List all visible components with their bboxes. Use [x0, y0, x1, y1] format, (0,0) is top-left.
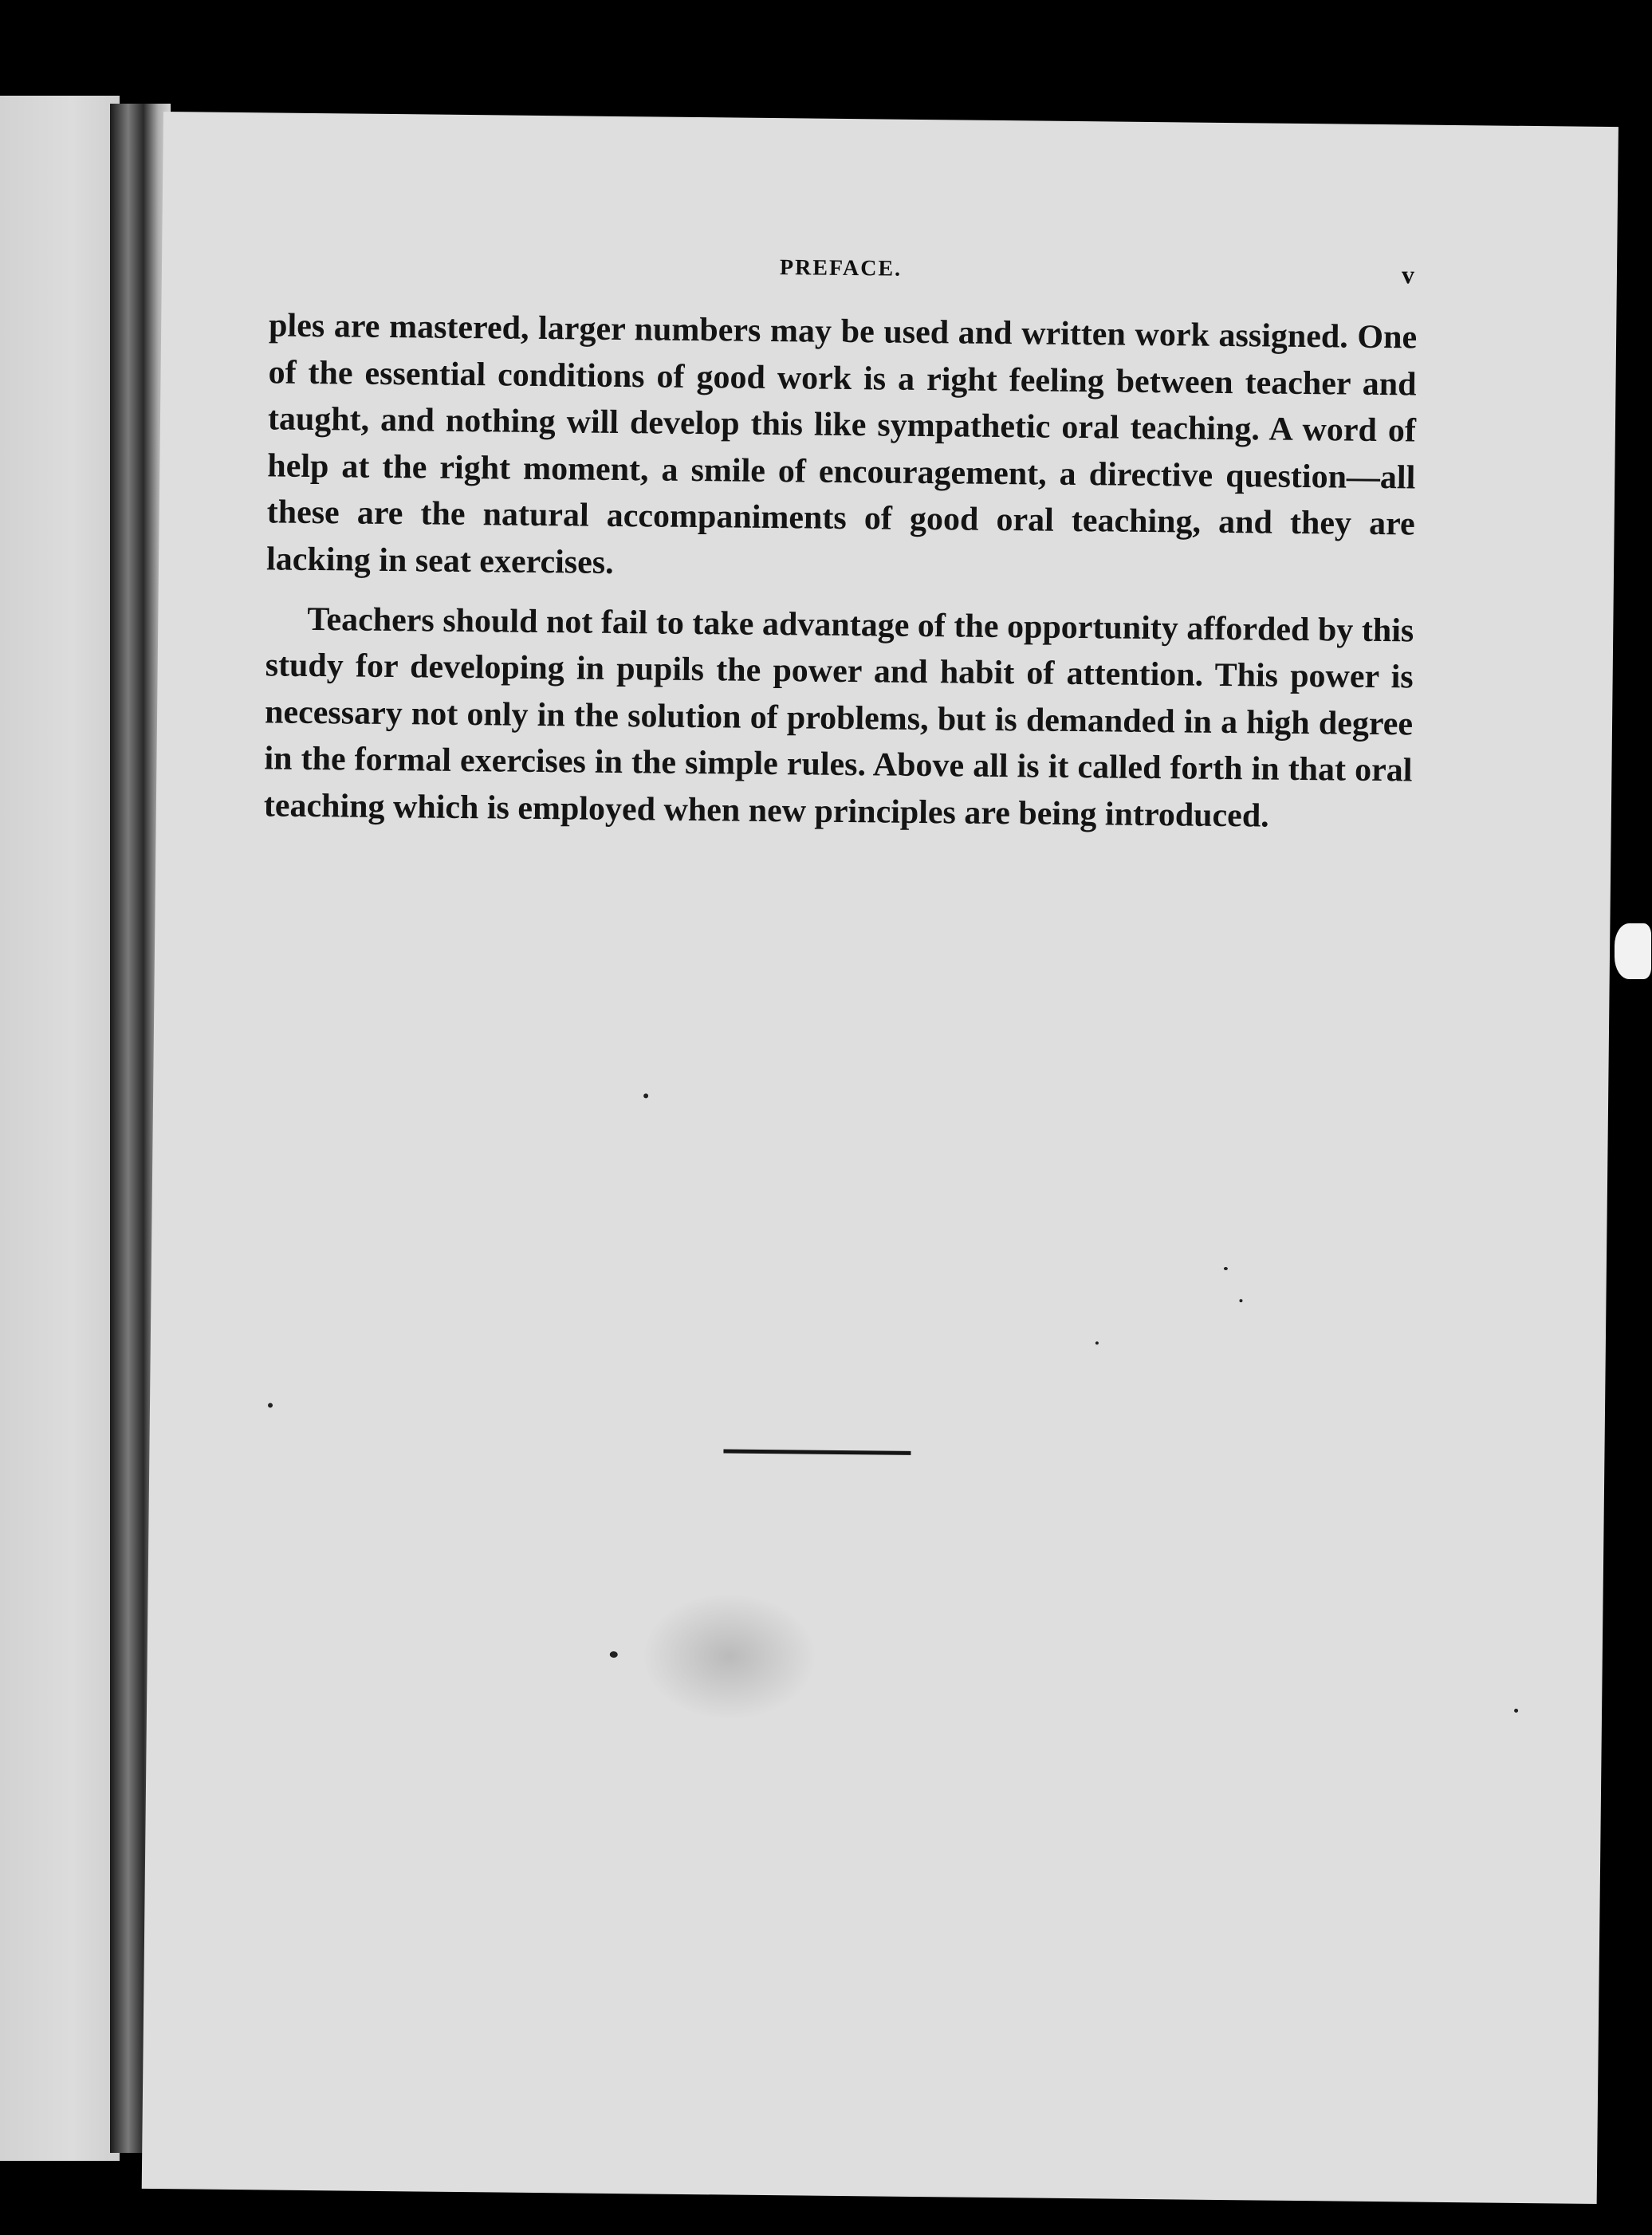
scan-edge-blot: [1615, 923, 1651, 979]
dust-speck: [1224, 1267, 1228, 1270]
dust-speck: [610, 1651, 618, 1658]
paragraph: ples are mastered, larger numbers may be used and written work assigned. One of the essential conditions of good work is a right feeling between teacher and taught, and nothing will develop this like sympathetic oral teaching. A word of help at the right moment, a smile of encouragement, a directive question—all these are the natural accompaniments of good oral teaching, and they are lacking in seat exercises.: [266, 307, 1418, 581]
book-page: [142, 112, 1619, 2204]
facing-page-edge: [0, 96, 120, 2161]
body-text: [264, 302, 1418, 841]
running-head: PREFACE.: [779, 255, 903, 281]
page-header: [162, 249, 1617, 289]
paragraph: Teachers should not fail to take advantage of the opportunity afforded by this study for developing in pupils the power and habit of attention. This power is necessary not only in the solution of problems, but is demanded in a high degree in the formal exercises in the simple rules. Above all is it called forth in that oral teaching which is employed when new principles are being introduced.: [263, 600, 1414, 835]
page-number: v: [1401, 260, 1415, 289]
dust-speck: [1514, 1709, 1518, 1713]
dust-speck: [268, 1403, 273, 1407]
dust-speck: [1239, 1299, 1242, 1302]
dust-speck: [643, 1093, 648, 1098]
dust-speck: [1095, 1341, 1099, 1344]
paper-smudge: [641, 1592, 818, 1721]
section-end-rule: [723, 1449, 911, 1454]
